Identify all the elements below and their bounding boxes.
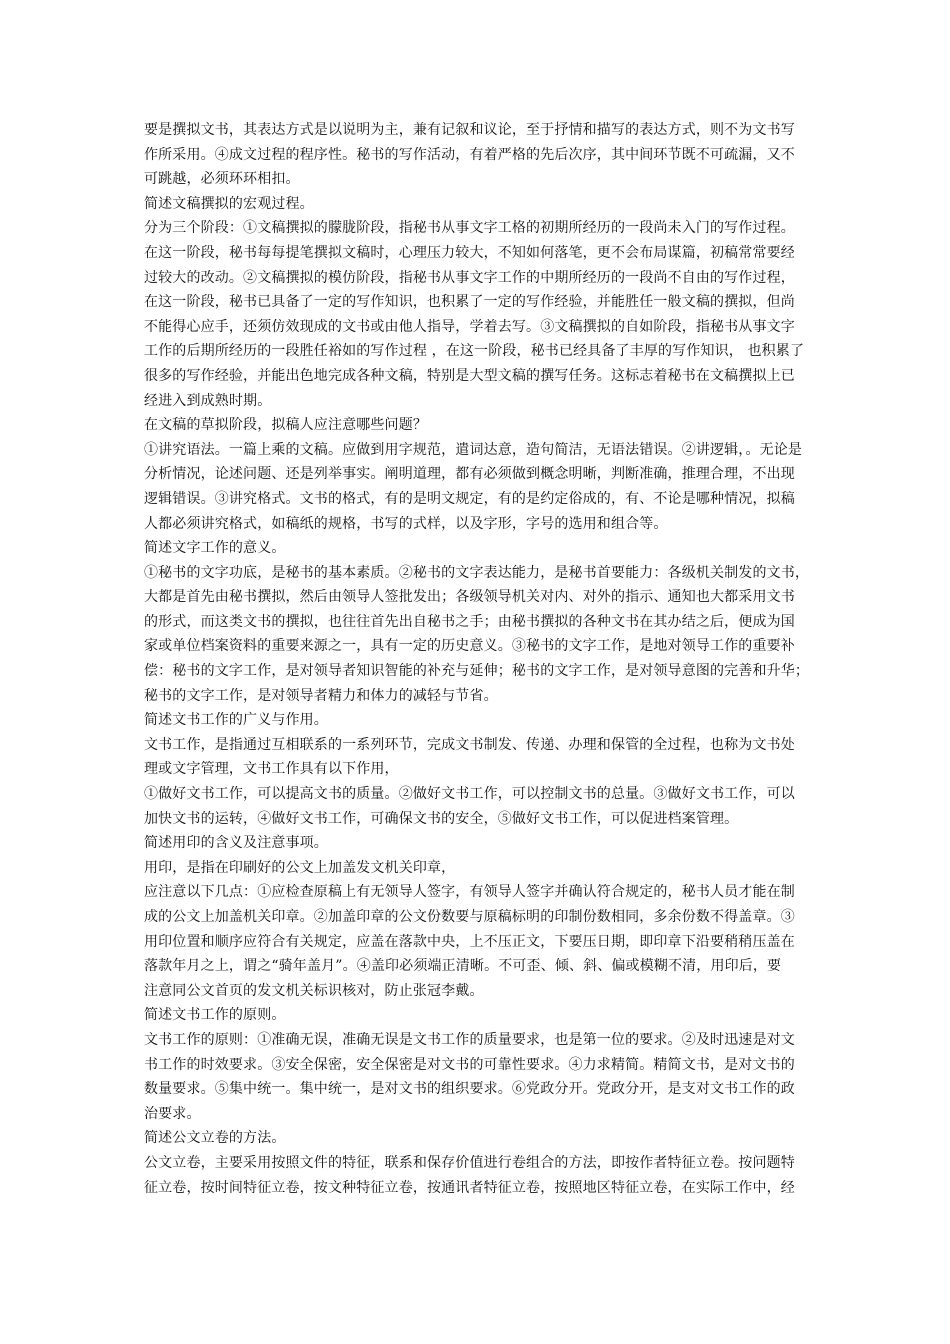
text-line: 的形式，而这类文书的撰拟，也往往首先出自秘书之手；由秘书撰拟的各种文书在其办结之后，便成为国 [144, 613, 795, 630]
text-line: ①秘书的文字功底，是秘书的基本素质。②秘书的文字表达能力，是秘书首要能力：各级机关制发的文书， [144, 564, 810, 581]
section-heading: 在文稿的草拟阶段，拟稿人应注意哪些问题？ [144, 417, 427, 434]
section-heading: 简述文稿撰拟的宏观过程。 [144, 195, 314, 212]
text-line: 作所采用。④成文过程的程序性。秘书的写作活动，有着严格的先后次序，其中间环节既不可疏漏，又不 [144, 146, 795, 163]
text-line: 人都必须讲究格式，如稿纸的规格，书写的式样，以及字形，字号的选用和组合等。 [144, 515, 668, 532]
text-line: 逻辑错误。③讲究格式。文书的格式，有的是明文规定，有的是约定俗成的，有、不论是哪种情况，拟稿 [144, 490, 795, 507]
text-line: ①做好文书工作，可以提高文书的质量。②做好文书工作，可以控制文书的总量。③做好文书工作，可以 [144, 786, 795, 803]
text-line: 在这一阶段，秘书已具备了一定的写作知识，也积累了一定的写作经验，并能胜任一般文稿的撰拟，但尚 [144, 294, 795, 311]
text-line: 分析情况，论述问题、还是列举事实。阐明道理，都有必须做到概念明晰，判断准确，推理合理，不出现 [144, 466, 795, 483]
text-line: 经进入到成熟时期。 [144, 392, 272, 409]
text-line: 过较大的改动。②文稿撰拟的模仿阶段，指秘书从事文字工作的中期所经历的一段尚不自由的写作过程， [144, 269, 795, 286]
text-line: 不能得心应手，还须仿效现成的文书或由他人指导，学着去写。③文稿撰拟的自如阶段，指秘书从事文字 [144, 318, 795, 335]
text-line: 秘书的文字工作，是对领导者精力和体力的减轻与节省。 [144, 687, 498, 704]
text-line: 偿：秘书的文字工作，是对领导者知识智能的补充与延伸；秘书的文字工作，是对领导意图的完善和升华； [144, 663, 810, 680]
text-line: 落款年月之上，谓之“骑年盖月”。④盖印必须端正清晰。不可歪、倾、斜、偏或模糊不清，用印后，要 [144, 958, 782, 975]
text-line: 加快文书的运转，④做好文书工作，可确保文书的安全，⑤做好文书工作，可以促进档案管理。 [144, 810, 739, 827]
text-line: 文书工作的原则：①准确无误，准确无误是文书工作的质量要求，也是第一位的要求。②及时迅速是对文 [144, 1031, 795, 1048]
text-line: 文书工作，是指通过互相联系的一系列环节，完成文书制发、传递、办理和保管的全过程，也称为文书处 [144, 736, 795, 753]
section-heading: 简述文书工作的原则。 [144, 1007, 286, 1024]
section-heading: 简述文字工作的意义。 [144, 540, 286, 557]
section-heading: 简述公文立卷的方法。 [144, 1130, 286, 1147]
text-line: 很多的写作经验，并能出色地完成各种文稿，特别是大型文稿的撰写任务。这标志着秘书在文稿撰拟上已 [144, 367, 795, 384]
text-line: 大都是首先由秘书撰拟，然后由领导人签批发出；各级领导机关对内、对外的指示、通知也大都采用文书 [144, 589, 795, 606]
document-body [144, 118, 810, 1200]
text-line: ①讲究语法。一篇上乘的文稿。应做到用字规范，遣词达意，造句简洁，无语法错误。②讲逻辑，。无论是 [144, 441, 803, 458]
text-line: 注意同公文首页的发文机关标识核对，防止张冠李戴。 [144, 982, 484, 999]
text-line: 工作的后期所经历的一段胜任裕如的写作过程 ，在这一阶段，秘书已经具备了丰厚的写作知识， 也积累了 [144, 343, 805, 360]
text-line: 理或文字管理，文书工作具有以下作用， [144, 761, 399, 778]
text-line: 治要求。 [144, 1105, 201, 1122]
text-line: 在这一阶段，秘书每每提笔撰拟文稿时，心理压力较大，不知如何落笔，更不会布局谋篇，初稿常常要经 [144, 244, 795, 261]
text-line: 用印，是指在印刷好的公文上加盖发文机关印章， [144, 859, 456, 876]
section-heading: 简述文书工作的广义与作用。 [144, 712, 328, 729]
text-line: 应注意以下几点：①应检查原稿上有无领导人签字，有领导人签字并确认符合规定的，秘书人员才能在制 [144, 884, 795, 901]
text-line: 征立卷，按时间特征立卷，按文种特征立卷，按通讯者特征立卷，按照地区特征立卷，在实际工作中，经 [144, 1179, 795, 1196]
text-line: 书工作的时效要求。③安全保密，安全保密是对文书的可靠性要求。④力求精简。精简文书，是对文书的 [144, 1056, 795, 1073]
section-heading: 简述用印的含义及注意事项。 [144, 835, 328, 852]
text-line: 要是撰拟文书，其表达方式是以说明为主，兼有记叙和议论，至于抒情和描写的表达方式，则不为文书写 [144, 122, 795, 138]
text-line: 可跳越，必须环环相扣。 [144, 171, 300, 188]
text-line: 家或单位档案资料的重要来源之一，具有一定的历史意义。③秘书的文字工作，是地对领导工作的重要补 [144, 638, 795, 655]
text-line: 分为三个阶段：①文稿撰拟的朦胧阶段，指秘书从事文字工格的初期所经历的一段尚未入门的写作过程。 [144, 220, 795, 237]
text-line: 公文立卷，主要采用按照文件的特征，联系和保存价值进行卷组合的方法，即按作者特征立卷。按问题特 [144, 1154, 795, 1171]
text-line: 数量要求。⑤集中统一。集中统一，是对文书的组织要求。⑥党政分开。党政分开，是支对文书工作的政 [144, 1081, 795, 1098]
text-line: 用印位置和顺序应符合有关规定，应盖在落款中央，上不压正文，下要压日期，即印章下沿要稍稍压盖在 [144, 933, 795, 950]
text-line: 成的公文上加盖机关印章。②加盖印章的公文份数要与原稿标明的印制份数相同，多余份数不得盖章。③ [144, 909, 795, 925]
